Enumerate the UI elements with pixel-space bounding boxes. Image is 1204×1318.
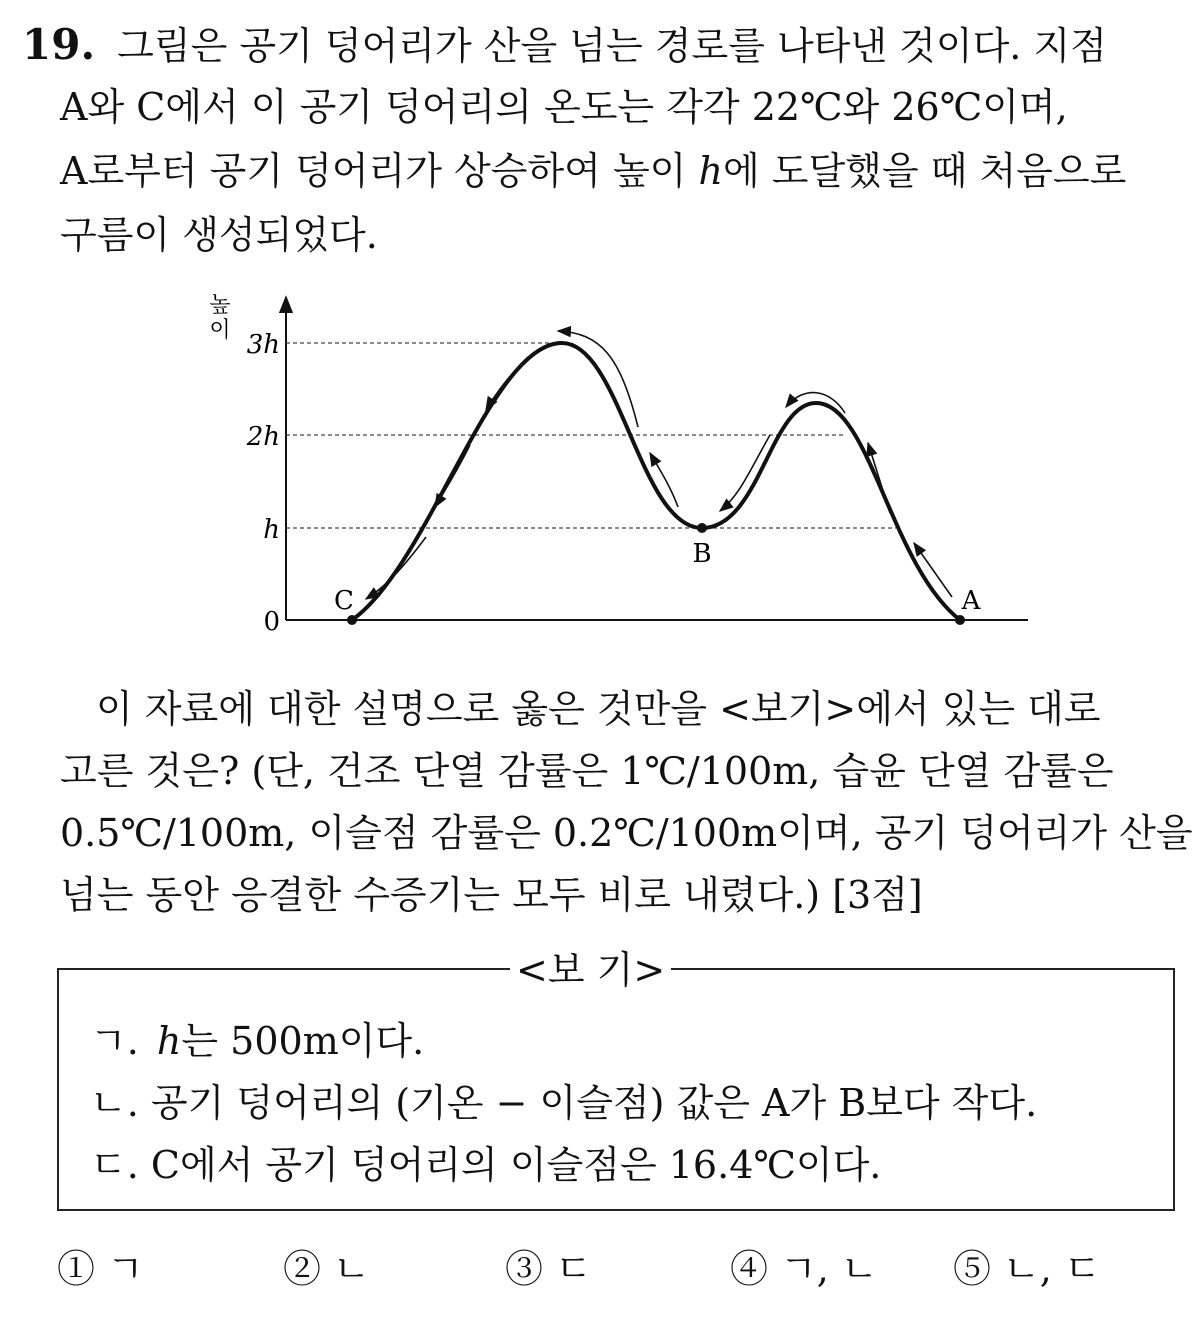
prompt-line-3: 0.5℃/100m, 이슬점 감률은 0.2℃/100m이며, 공기 덩어리가 산을: [60, 811, 1193, 855]
choice-4[interactable]: ④ ㄱ, ㄴ: [730, 1247, 878, 1291]
tick-label-2h: 2h: [246, 422, 280, 452]
point-a-label: A: [961, 586, 981, 616]
bogi-item-1-mark: ㄱ.: [90, 1019, 139, 1063]
choice-3[interactable]: ③ ㄷ: [505, 1247, 592, 1291]
point-a-marker: [955, 615, 965, 625]
point-c-marker: [347, 615, 357, 625]
point-b-marker: [697, 523, 707, 533]
choice-5[interactable]: ⑤ ㄴ, ㄷ: [953, 1247, 1101, 1291]
flow-arrow-2: [868, 443, 890, 513]
question-line-4: 구름이 생성되었다.: [60, 213, 378, 257]
question-number: 19.: [22, 20, 96, 69]
choice-1[interactable]: ① ㄱ: [57, 1247, 144, 1291]
y-axis-label-1: 높: [209, 293, 231, 318]
bogi-item-3: ㄷ. C에서 공기 덩어리의 이슬점은 16.4℃이다.: [90, 1143, 882, 1187]
y-axis-label-2: 이: [209, 318, 231, 343]
tick-label-h: h: [263, 515, 280, 545]
bogi-item-2: ㄴ. 공기 덩어리의 (기온 − 이슬점) 값은 A가 B보다 작다.: [90, 1081, 1038, 1125]
prompt-line-2: 고른 것은? (단, 건조 단열 감률은 1℃/100m, 습윤 단열 감률은: [60, 749, 1114, 793]
bogi-item-1-var: h: [156, 1019, 182, 1063]
tick-label-3h: 3h: [246, 330, 280, 360]
choice-2[interactable]: ② ㄴ: [283, 1247, 370, 1291]
point-b-label: B: [692, 539, 712, 569]
mountain-path-figure: [190, 285, 1040, 645]
question-text-3b: 에 도달했을 때 처음으로: [722, 149, 1127, 193]
tick-label-0: 0: [263, 607, 280, 637]
question-text-3a: A로부터 공기 덩어리가 상승하여 높이: [60, 149, 699, 193]
height-variable: h: [698, 149, 723, 193]
bogi-item-1-text: 는 500m이다.: [181, 1019, 425, 1063]
prompt-line-4: 넘는 동안 응결한 수증기는 모두 비로 내렸다.) [3점]: [60, 873, 923, 917]
question-text-1: 그림은 공기 덩어리가 산을 넘는 경로를 나타낸 것이다. 지점: [117, 24, 1107, 68]
point-c-label: C: [334, 586, 354, 616]
question-line-2: A와 C에서 이 공기 덩어리의 온도는 각각 22℃와 26℃이며,: [60, 85, 1068, 129]
question-line-1: [22, 20, 1107, 69]
prompt-line-1: 이 자료에 대한 설명으로 옳은 것만을 <보기>에서 있는 대로: [96, 687, 1101, 731]
flow-arrow-8: [435, 445, 470, 507]
question-line-3: [60, 149, 1127, 193]
bogi-title: <보 기>: [510, 951, 671, 989]
bogi-item-1: [90, 1019, 425, 1063]
terrain-curve: [352, 343, 960, 620]
